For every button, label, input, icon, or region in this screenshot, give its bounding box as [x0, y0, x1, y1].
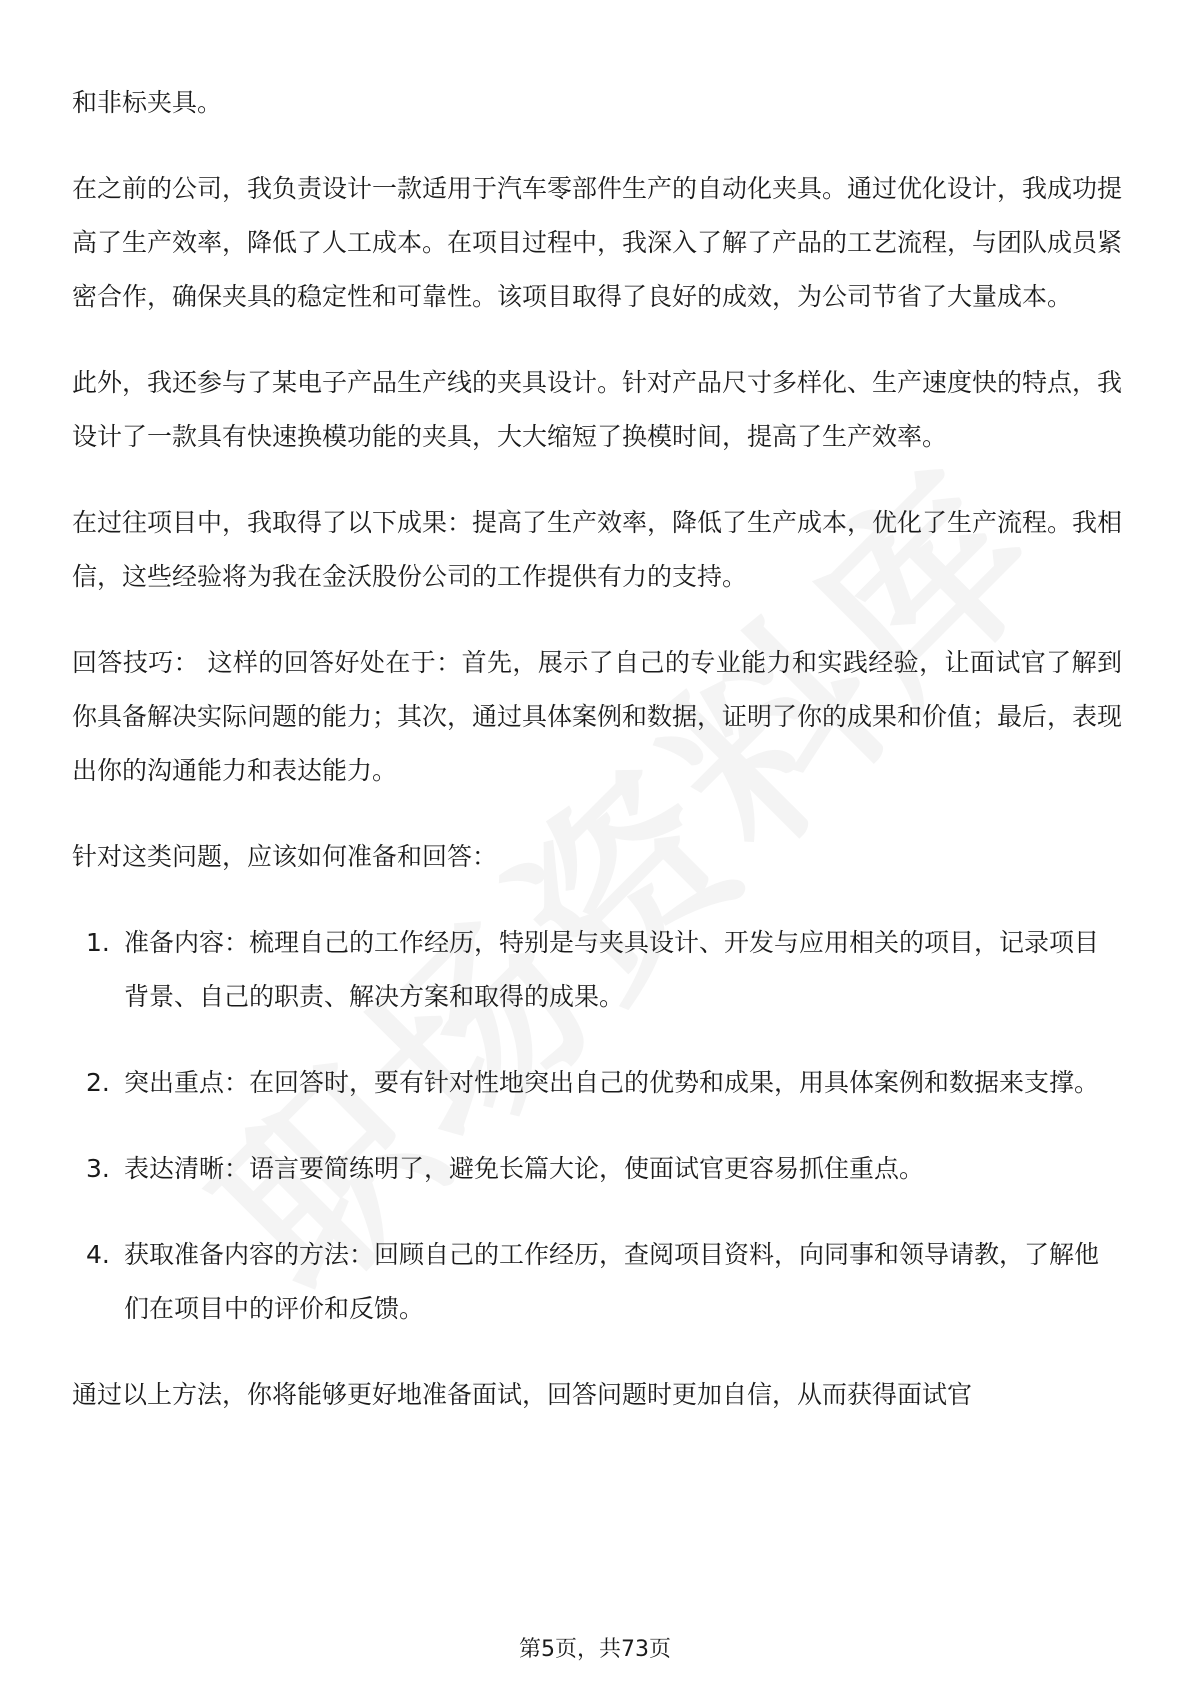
- page-number: 第5页，共73页: [519, 1637, 671, 1662]
- paragraph: 和非标夹具。: [72, 88, 223, 117]
- list-number: 4.: [86, 1240, 110, 1269]
- paragraph: 此外，我还参与了某电子产品生产线的夹具设计。针对产品尺寸多样化、生产速度快的特点，我设计了一款具有快速换模功能的夹具，大大缩短了换模时间，提高了生产效率。: [72, 368, 1123, 451]
- document-body: [72, 76, 1122, 1454]
- paragraph: 在过往项目中，我取得了以下成果：提高了生产效率，降低了生产成本，优化了生产流程。我相信，这些经验将为我在金沃股份公司的工作提供有力的支持。: [72, 508, 1123, 591]
- list-item: [72, 1142, 1122, 1196]
- paragraph: 针对这类问题，应该如何准备和回答：: [72, 842, 498, 871]
- closing-paragraph: 通过以上方法，你将能够更好地准备面试，回答问题时更加自信，从而获得面试官: [72, 1380, 973, 1409]
- list-item-text: 突出重点：在回答时，要有针对性地突出自己的优势和成果，用具体案例和数据来支撑。: [124, 1068, 1100, 1097]
- list-item-text: 表达清晰：语言要简练明了，避免长篇大论，使面试官更容易抓住重点。: [124, 1154, 925, 1183]
- list-item-text: 获取准备内容的方法：回顾自己的工作经历，查阅项目资料，向同事和领导请教，了解他们在项目中的评价和反馈。: [124, 1240, 1100, 1323]
- answer-tips-paragraph: 回答技巧： 这样的回答好处在于：首先，展示了自己的专业能力和实践经验，让面试官了解到你具备解决实际问题的能力；其次，通过具体案例和数据，证明了你的成果和价值；最后，表现出你的沟通能力和表达能力。: [72, 648, 1123, 785]
- list-number: 2.: [86, 1068, 110, 1097]
- paragraph: 在之前的公司，我负责设计一款适用于汽车零部件生产的自动化夹具。通过优化设计，我成功提高了生产效率，降低了人工成本。在项目过程中，我深入了解了产品的工艺流程，与团队成员紧密合作，确保夹具的稳定性和可靠性。该项目取得了良好的成效，为公司节省了大量成本。: [72, 174, 1123, 311]
- preparation-list: [72, 916, 1122, 1336]
- list-number: 3.: [86, 1154, 110, 1183]
- list-number: 1.: [86, 928, 110, 957]
- list-item: [72, 1228, 1122, 1336]
- list-item: [72, 916, 1122, 1024]
- list-item: [72, 1056, 1122, 1110]
- list-item-text: 准备内容：梳理自己的工作经历，特别是与夹具设计、开发与应用相关的项目，记录项目背景、自己的职责、解决方案和取得的成果。: [124, 928, 1100, 1011]
